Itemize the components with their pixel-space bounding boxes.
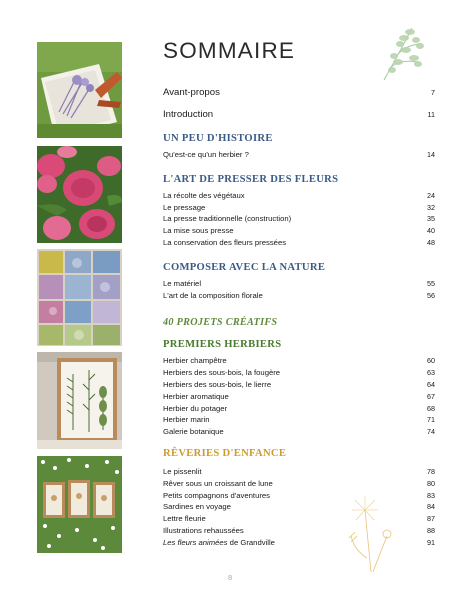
toc-entry[interactable]: Qu'est-ce qu'un herbier ? 14 xyxy=(163,150,435,159)
section-heading: L'ART DE PRESSER DES FLEURS xyxy=(163,173,339,185)
toc-entry[interactable]: Herbier aromatique 67 xyxy=(163,391,435,401)
toc-entry[interactable]: Le pissenlit 78 xyxy=(163,466,435,476)
section-heading: UN PEU D'HISTOIRE xyxy=(163,133,273,144)
photo-frames-in-daisies xyxy=(37,456,122,553)
photo-lavender-shears xyxy=(37,42,122,138)
italic-title: Les fleurs animées xyxy=(163,537,228,547)
projects-heading: 40 PROJETS CRÉATIFS xyxy=(163,317,278,329)
page-number: 8 xyxy=(228,573,233,582)
photo-framed-herbarium xyxy=(37,352,122,449)
herb-sprig-illustration xyxy=(376,22,426,82)
toc-entry[interactable]: La mise sous presse 40 xyxy=(163,226,435,236)
toc-entry[interactable]: Herbiers des sous-bois, le lierre 64 xyxy=(163,379,435,389)
toc-entry[interactable]: La presse traditionnelle (construction) 35 xyxy=(163,214,435,224)
toc-entry[interactable]: Avant-propos 7 xyxy=(163,87,435,98)
photo-roses xyxy=(37,146,122,243)
table-of-contents xyxy=(163,85,435,549)
toc-entry[interactable]: La conservation des fleurs pressées 48 xyxy=(163,237,435,247)
toc-entry[interactable]: Galerie botanique 74 xyxy=(163,427,435,437)
section-heading: COMPOSER AVEC LA NATURE xyxy=(163,261,326,273)
toc-entry[interactable]: Petits compagnons d'aventures 83 xyxy=(163,490,435,500)
toc-entry[interactable]: Le matériel 55 xyxy=(163,278,435,288)
toc-entry[interactable]: Herbiers des sous-bois, la fougère 63 xyxy=(163,368,435,378)
section-heading: PREMIERS HERBIERS xyxy=(163,339,282,351)
toc-entry[interactable]: Les fleurs animées de Grandville 91 xyxy=(163,537,435,547)
toc-entry[interactable]: Illustrations rehaussées 88 xyxy=(163,525,435,535)
toc-entry[interactable]: Le pressage 32 xyxy=(163,202,435,212)
toc-entry[interactable]: L'art de la composition florale 56 xyxy=(163,290,435,300)
page-title: SOMMAIRE xyxy=(163,38,296,63)
toc-entry[interactable]: Introduction 11 xyxy=(163,109,435,120)
photo-pressed-flowers-tray xyxy=(37,249,122,346)
section-heading: RÊVERIES D'ENFANCE xyxy=(163,447,287,459)
dandelion-illustration xyxy=(345,492,395,574)
toc-entry[interactable]: La récolte des végétaux 24 xyxy=(163,190,435,200)
toc-entry[interactable]: Herbier champêtre 60 xyxy=(163,356,435,366)
toc-entry[interactable]: Rêver sous un croissant de lune 80 xyxy=(163,478,435,488)
toc-entry[interactable]: Herbier du potager 68 xyxy=(163,403,435,413)
toc-entry[interactable]: Lettre fleurie 87 xyxy=(163,514,435,524)
toc-entry[interactable]: Herbier marin 71 xyxy=(163,415,435,425)
toc-entry[interactable]: Sardines en voyage 84 xyxy=(163,502,435,512)
